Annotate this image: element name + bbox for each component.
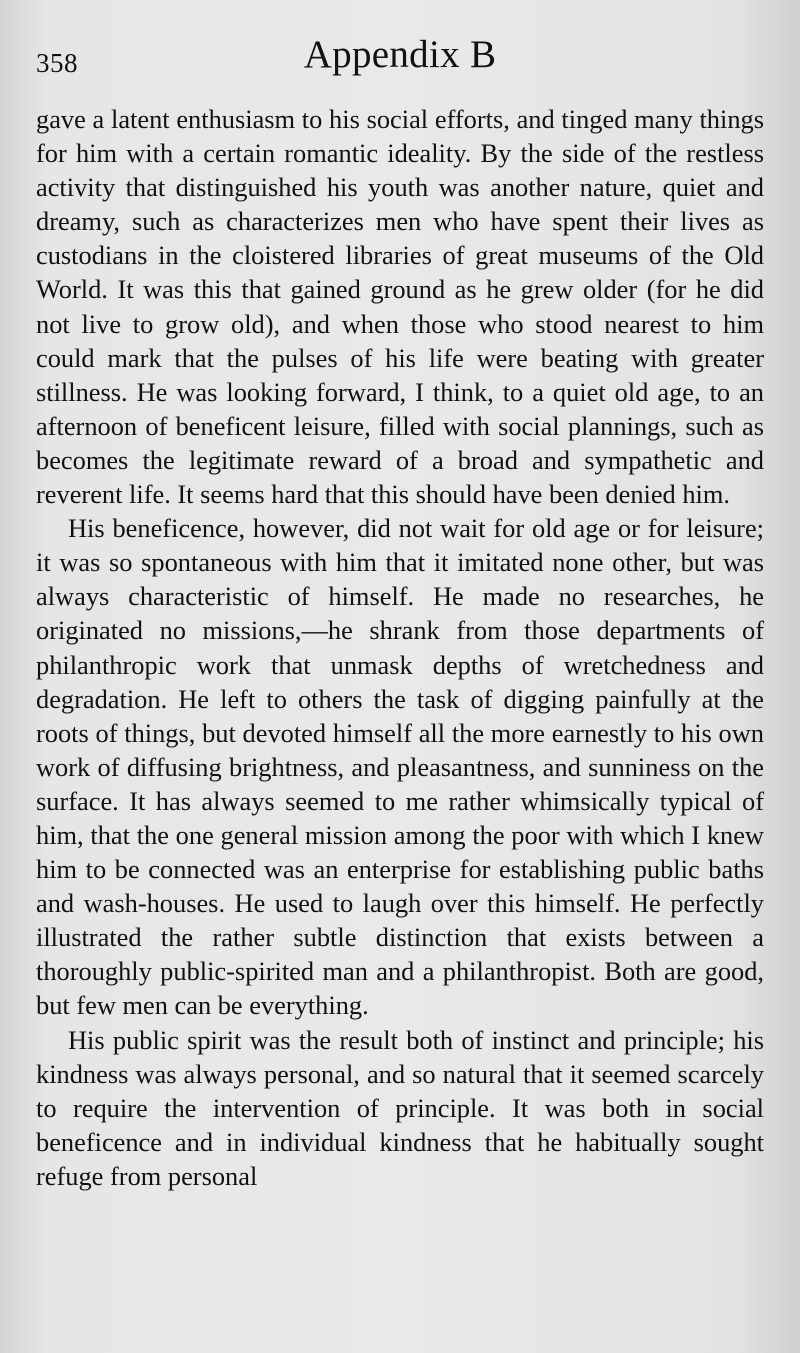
- page-header: [36, 28, 764, 88]
- running-head: Appendix B: [303, 33, 497, 76]
- body-text: [36, 102, 764, 1193]
- paragraph-continued: gave a latent enthusiasm to his social efforts, and tinged many things for him with a certain romantic ideality. By the side of the restless activity that distinguished his youth was another nature, quiet and dreamy, such as characterizes men who have spent their lives as custodians in the cloistered libraries of great museums of the Old World. It was this that gained ground as he grew older (for he did not live to grow old), and when those who stood nearest to him could mark that the pulses of his life were beating with greater stillness. He was looking forward, I think, to a quiet old age, to an afternoon of beneficent leisure, filled with social plannings, such as becomes the legitimate reward of a broad and sympathetic and reverent life. It seems hard that this should have been denied him.: [36, 104, 764, 510]
- paragraph: His beneficence, however, did not wait for old age or for leisure; it was so spontaneous with him that it imitated none other, but was always characteristic of himself. He made no researches, he originated no missions,—he shrank from those departments of philanthropic work that unmask depths of wretchedness and degradation. He left to others the task of digging painfully at the roots of things, but devoted himself all the more earnestly to his own work of diffusing brightness, and pleasantness, and sunniness on the surface. It has always seemed to me rather whimsically typical of him, that the one general mission among the poor with which I knew him to be connected was an enterprise for establishing public baths and wash-houses. He used to laugh over this himself. He perfectly illustrated the rather subtle distinction that exists between a thoroughly public-spirited man and a philanthropist. Both are good, but few men can be everything.: [36, 513, 764, 1021]
- page-number: 358: [36, 48, 78, 78]
- paragraph: His public spirit was the result both of instinct and principle; his kindness was always personal, and so natural that it seemed scarcely to require the intervention of principle. It was both in social beneficence and in individual kindness that he habitually sought refuge from personal: [36, 1024, 764, 1191]
